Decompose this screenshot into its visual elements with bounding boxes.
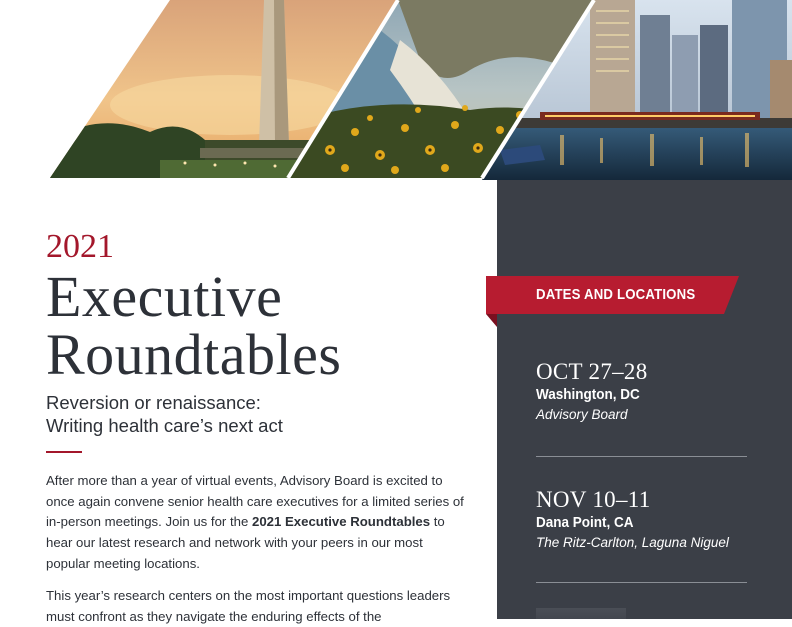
subtitle-line-2: Writing health care’s next act: [46, 415, 283, 436]
event-date: NOV 10–11: [536, 487, 651, 512]
event-venue: Advisory Board: [536, 407, 628, 422]
event-divider: [536, 582, 747, 583]
subtitle-line-1: Reversion or renaissance:: [46, 392, 261, 413]
event-item: [536, 487, 747, 553]
second-paragraph: This year’s research centers on the most important questions leaders must confront as they navigate the enduring effects of the: [46, 588, 451, 624]
page-title: [46, 264, 342, 387]
intro-text-start: After more than a year of virtual events, Advisory Board is excited to once again convene senior health care executives for a limited series of in-person meetings. Join us for the: [46, 473, 464, 530]
event-city: Dana Point, CA: [536, 514, 634, 531]
hero-collage: [0, 0, 792, 180]
event-venue: The Ritz-Carlton, Laguna Niguel: [536, 535, 729, 550]
page-subtitle: [46, 391, 283, 437]
event-date: OCT 27–28: [536, 359, 648, 384]
event-city: Washington, DC: [536, 386, 640, 403]
event-year: 2021: [46, 228, 114, 265]
dates-ribbon: [486, 276, 739, 314]
title-line-1: Executive: [46, 264, 283, 329]
title-line-2: Roundtables: [46, 322, 342, 387]
ribbon-label: DATES AND LOCATIONS: [536, 286, 696, 303]
event-item: [536, 359, 747, 425]
event-divider: [536, 456, 747, 457]
intro-text-end: to hear our latest research and network with your peers in our most popular meeting locations.: [46, 514, 445, 571]
cutoff-event-date: [536, 608, 626, 619]
accent-rule: [46, 451, 82, 453]
intro-text-bold: 2021 Executive Roundtables: [251, 514, 431, 530]
intro-paragraph: [46, 471, 466, 575]
